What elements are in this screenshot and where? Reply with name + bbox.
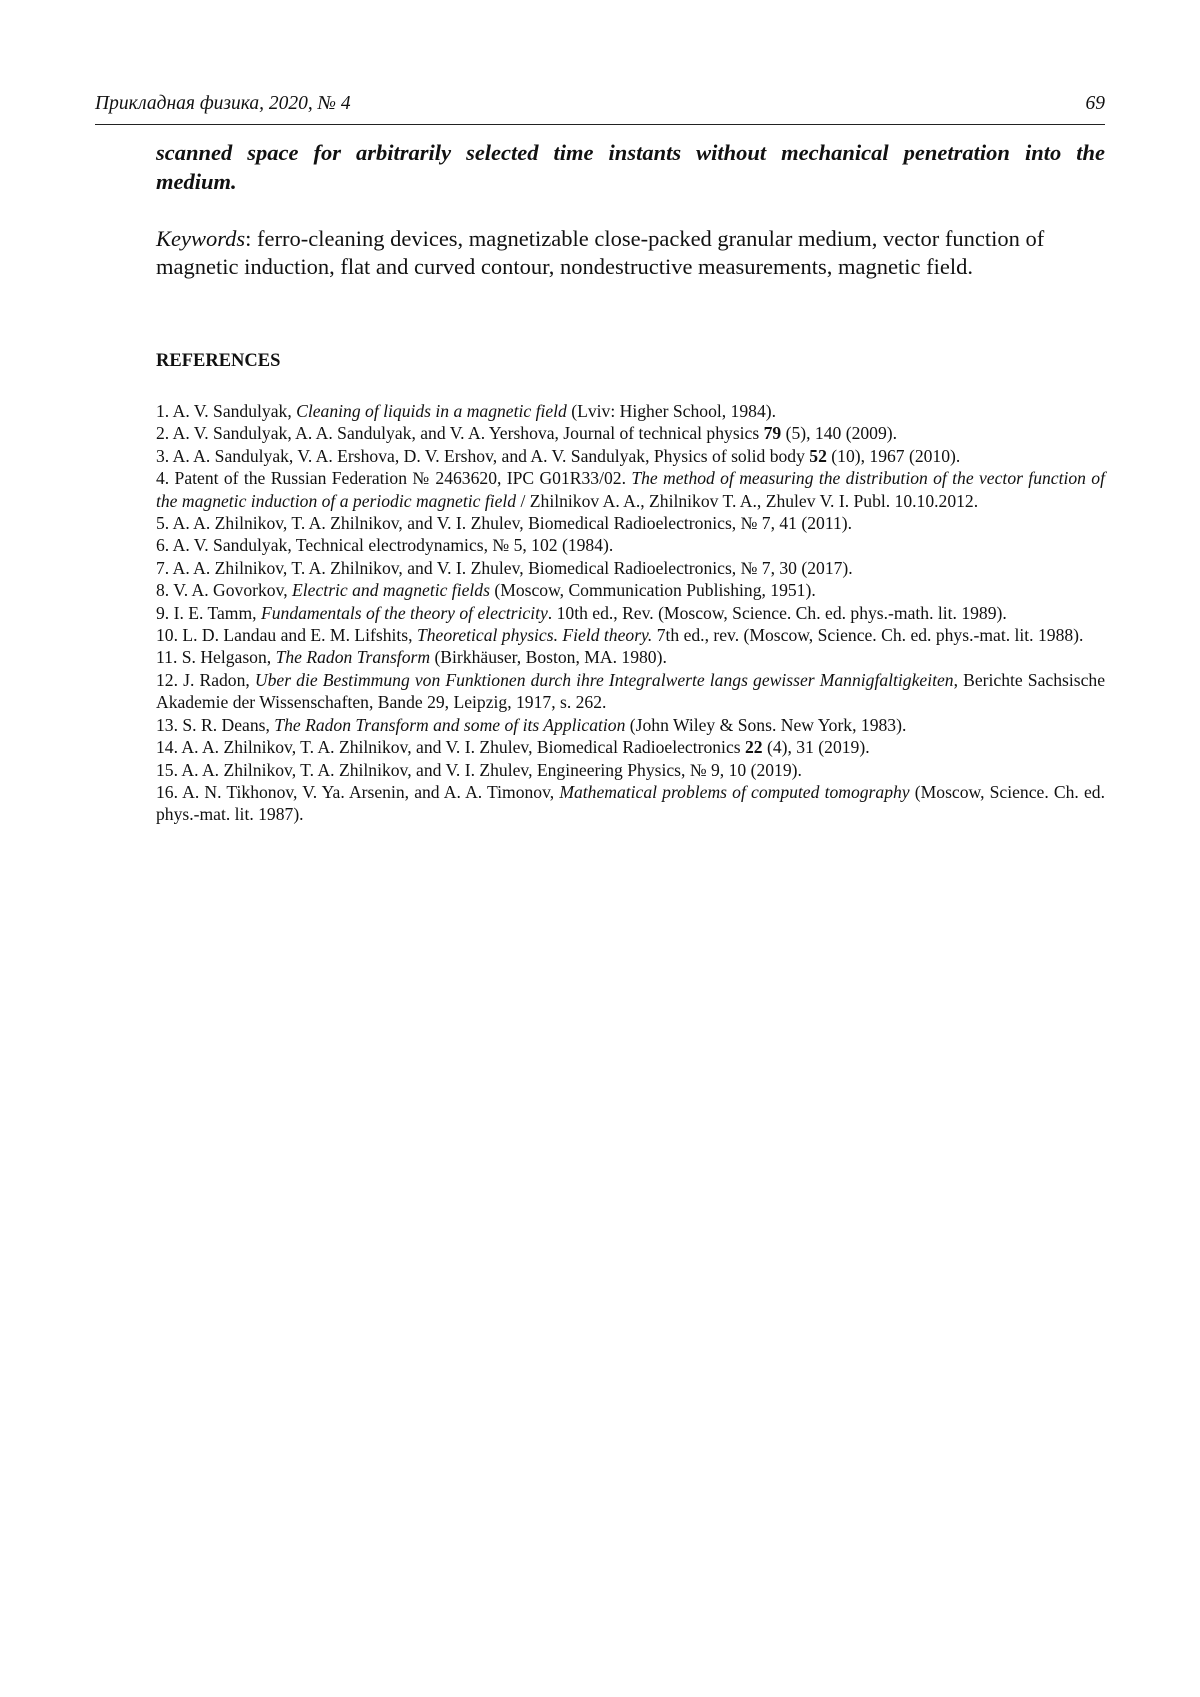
- references-heading: REFERENCES: [156, 351, 281, 371]
- reference-text: 6. A. V. Sandulyak, Technical electrodynamics, № 5, 102 (1984).: [156, 535, 614, 556]
- reference-text: , Berichte Sachsische Akademie der Wissenschaften, Bande 29, Leipzig, 1917, s. 262.: [156, 669, 1105, 713]
- reference-text: 4. Patent of the Russian Federation № 2463620, IPC G01R33/02.: [156, 468, 632, 489]
- reference-text: 7. A. A. Zhilnikov, T. A. Zhilnikov, and V. I. Zhulev, Biomedical Radioelectronics, № 7, 30 (2017).: [156, 557, 853, 578]
- reference-text: 8. V. A. Govorkov,: [156, 580, 293, 601]
- reference-text: 13. S. R. Deans,: [156, 714, 275, 735]
- reference-item: [156, 512, 1105, 534]
- reference-title: Fundamentals of the theory of electricity: [260, 602, 548, 623]
- page-number: 69: [1085, 93, 1105, 114]
- reference-volume: 79: [763, 423, 782, 444]
- reference-text: (Moscow, Science. Ch. ed. phys.-mat. lit. 1987).: [156, 781, 1105, 825]
- reference-item: [156, 781, 1105, 826]
- reference-item: [156, 422, 1105, 444]
- article-body: [156, 138, 1105, 826]
- reference-text: 5. A. A. Zhilnikov, T. A. Zhilnikov, and V. I. Zhulev, Biomedical Radioelectronics, № 7, 41 (2011).: [156, 513, 853, 534]
- reference-item: [156, 400, 1105, 422]
- reference-text: (Lviv: Higher School, 1984).: [566, 401, 776, 421]
- reference-text: 2. A. V. Sandulyak, A. A. Sandulyak, and V. A. Yershova, Journal of technical physics: [156, 423, 764, 444]
- reference-item: [156, 646, 1105, 668]
- reference-text: 11. S. Helgason,: [156, 647, 276, 668]
- reference-text: (John Wiley & Sons. New York, 1983).: [625, 714, 907, 735]
- reference-title: Electric and magnetic fields: [292, 580, 490, 601]
- reference-text: 7th ed., rev. (Moscow, Science. Ch. ed. phys.-mat. lit. 1988).: [652, 625, 1084, 646]
- keywords-label: Keywords: [156, 226, 246, 251]
- reference-text: . 10th ed., Rev. (Moscow, Science. Ch. ed. phys.-math. lit. 1989).: [547, 602, 1007, 623]
- keywords-text: : ferro-cleaning devices, magnetizable close-packed granular medium, vector function of magnetic induction, flat and curved contour, nondestructive measurements, magnetic field.: [156, 226, 1045, 279]
- reference-item: [156, 445, 1105, 467]
- reference-item: [156, 467, 1105, 512]
- reference-volume: 22: [745, 737, 763, 758]
- reference-item: [156, 714, 1105, 736]
- reference-text: 15. A. A. Zhilnikov, T. A. Zhilnikov, and V. I. Zhulev, Engineering Physics, № 9, 10 (2019).: [156, 759, 802, 780]
- reference-text: / Zhilnikov A. A., Zhilnikov T. A., Zhulev V. I. Publ. 10.10.2012.: [516, 490, 979, 511]
- reference-item: [156, 624, 1105, 646]
- reference-item: [156, 669, 1105, 714]
- reference-item: [156, 534, 1105, 556]
- reference-list: [156, 400, 1105, 826]
- reference-text: 16. A. N. Tikhonov, V. Ya. Arsenin, and A. A. Timonov,: [156, 781, 560, 802]
- reference-text: 10. L. D. Landau and E. M. Lifshits,: [156, 625, 417, 646]
- reference-text: (5), 140 (2009).: [781, 423, 898, 444]
- keywords-paragraph: [156, 225, 1105, 281]
- reference-item: [156, 579, 1105, 601]
- reference-text: 14. A. A. Zhilnikov, T. A. Zhilnikov, and V. I. Zhulev, Biomedical Radioelectronics: [156, 737, 745, 758]
- reference-text: (4), 31 (2019).: [762, 737, 870, 758]
- reference-item: [156, 602, 1105, 624]
- reference-text: (10), 1967 (2010).: [826, 445, 961, 466]
- reference-text: (Birkhäuser, Boston, MA. 1980).: [430, 647, 667, 668]
- reference-title: The method of measuring the distribution of the vector function of the magnetic induction of a periodic magnetic field: [156, 468, 1105, 511]
- reference-title: Theoretical physics. Field theory.: [416, 625, 653, 646]
- reference-title: Mathematical problems of computed tomography: [559, 781, 910, 802]
- reference-text: 1. A. V. Sandulyak,: [156, 401, 297, 421]
- reference-text: (Moscow, Communication Publishing, 1951).: [489, 580, 816, 601]
- reference-title: Cleaning of liquids in a magnetic field: [296, 401, 567, 421]
- journal-title: Прикладная физика, 2020, № 4: [95, 93, 351, 114]
- running-header: [95, 92, 1105, 125]
- reference-title: The Radon Transform and some of its Application: [274, 714, 626, 735]
- reference-title: Uber die Bestimmung von Funktionen durch ihre Integralwerte langs gewisser Mannigfaltigkeiten: [254, 669, 954, 690]
- reference-item: [156, 759, 1105, 781]
- reference-item: [156, 736, 1105, 758]
- abstract-tail: scanned space for arbitrarily selected time instants without mechanical penetration into the medium.: [156, 140, 1105, 194]
- reference-volume: 52: [809, 445, 827, 466]
- reference-title: The Radon Transform: [275, 647, 431, 668]
- reference-item: [156, 557, 1105, 579]
- reference-text: 12. J. Radon,: [156, 669, 255, 690]
- reference-text: 3. A. A. Sandulyak, V. A. Ershova, D. V. Ershov, and A. V. Sandulyak, Physics of solid body: [156, 445, 810, 466]
- reference-text: 9. I. E. Tamm,: [156, 602, 261, 623]
